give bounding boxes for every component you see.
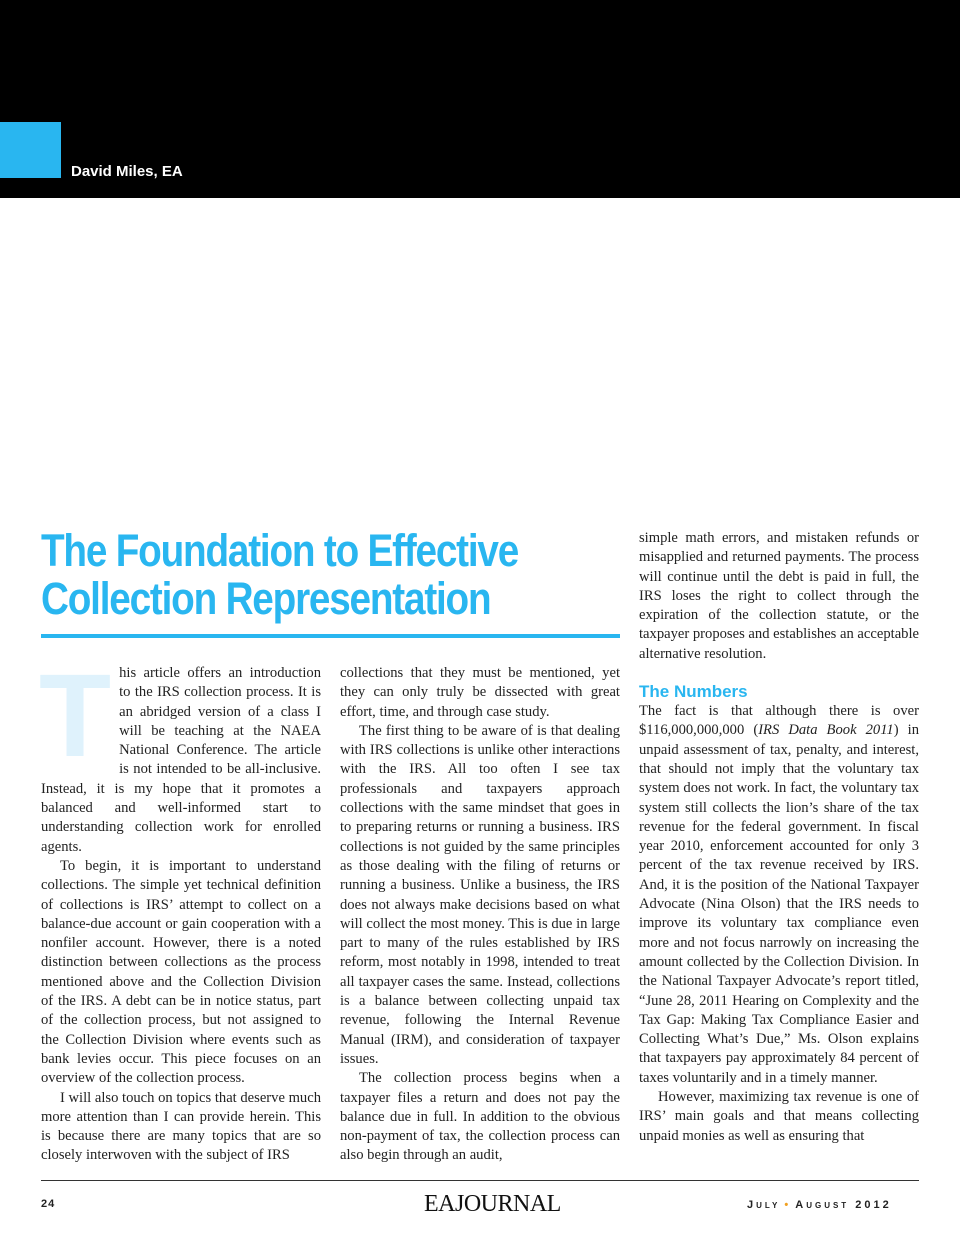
column-1 — [39, 650, 322, 1166]
paragraph: I will also touch on topics that deserve much more attention than I can provide herein. This is because there are many topics that are so closely interwoven with the subject of IRS — [41, 1089, 322, 1164]
paragraph: The collection process begins when a taxpayer files a return and does not pay the balance due in full. In addition to the obvious non-payment of tax, the collection process can also begin through an audit, — [340, 1070, 620, 1164]
journal-logo: EAJOURNAL — [424, 1191, 561, 1217]
paragraph: simple math errors, and mistaken refunds or misapplied and returned payments. The process will continue until the debt is paid in full, the IRS loses the right to collect through the expiration of the collection statute, or the taxpayer proposes and establishes an acceptable alternative resolution. — [639, 530, 920, 662]
title-line-2: Collection Representation — [41, 573, 491, 624]
text-run: The fact is that although there is over $116,000,000,000 ( — [639, 703, 919, 739]
paragraph: his article offers an introduction to the IRS collection process. It is an abridged version of a class I will be teaching at the NAEA National Conference. The article is not intended to be all-inclusive. Instead, it is my hope that it promotes a balanced and well-informed start to understanding collection work for enrolled agents. — [41, 665, 321, 855]
article-title — [41, 527, 540, 623]
issue-month-2: August — [795, 1199, 850, 1211]
issue-month: July — [747, 1199, 781, 1211]
footer-rule — [41, 1180, 919, 1181]
paragraph — [639, 702, 919, 1088]
paragraph: To begin, it is important to understand collections. The simple yet technical definition of collections is IRS’ attempt to collect on a balance-due account or gain cooperation with a nonfiler account. However, there is a noted distinction between collections as the process mentioned above and the Collection Division of the IRS. A debt can be in notice status, part of the collection process, but not assigned to the Collection Division where events such as bank levies occur. This piece focuses on an overview of the collection process. — [41, 857, 321, 1087]
page-number: 24 — [41, 1198, 56, 1210]
paragraph: collections that they must be mentioned, yet they can only truly be dissected with great effort, time, and through case study. — [340, 665, 620, 720]
drop-cap: T — [39, 650, 112, 782]
text-run: ) in unpaid assessment of tax, penalty, and interest, that should not imply that the voluntary tax system does not work. In fact, the voluntary tax system still collects the lion’s share of the tax revenue for the federal government. In fiscal year 2010, enforcement accounted for only 3 percent of the tax revenue received by IRS. And, it is the position of the National Taxpayer Advocate (Nina Olson) that the IRS needs to improve its voluntary tax compliance even more and not focus narrowly on increasing the amount collected by the Collection Division. In the National Taxpayer Advocate’s report titled, “June 28, 2011 Hearing on Complexity and the Tax Gap: Making Tax Compliance Easier and Collecting What’s Due,” Ms. Olson explains that taxpayers pay approximately 84 percent of taxes voluntarily and in a timely manner. — [639, 722, 919, 1086]
citation: IRS Data Book 2011 — [758, 722, 894, 739]
accent-square — [0, 122, 61, 178]
issue-date — [747, 1199, 892, 1211]
column-3 — [639, 529, 919, 1146]
column-2 — [340, 664, 620, 1166]
title-line-1: The Foundation to Effective — [41, 525, 519, 576]
paragraph: The first thing to be aware of is that dealing with IRS collections is unlike other interactions with the IRS. All too often I see tax professionals and taxpayers approach collections with the same mindset that goes in to preparing returns or running a business. IRS collections is not guided by the same principles as those dealing with the filing of returns or running a business. Unlike a business, the IRS does not always make decisions based on what will collect the most money. This is due in large part to many of the rules established by IRS reform, most notably in 1998, intended to treat all taxpayer cases the same. Instead, collections is a balance between collecting unpaid tax revenue, following the Internal Revenue Manual (IRM), and consideration of taxpayer issues. — [340, 722, 620, 1067]
separator-dot: • — [784, 1199, 792, 1211]
author-byline: David Miles, EA — [71, 163, 183, 180]
paragraph: However, maximizing tax revenue is one of IRS’ main goals and that means collecting unpaid monies as well as ensuring that — [639, 1089, 919, 1144]
title-rule — [41, 634, 620, 638]
section-heading: The Numbers — [639, 682, 748, 702]
issue-year: 2012 — [855, 1199, 892, 1211]
